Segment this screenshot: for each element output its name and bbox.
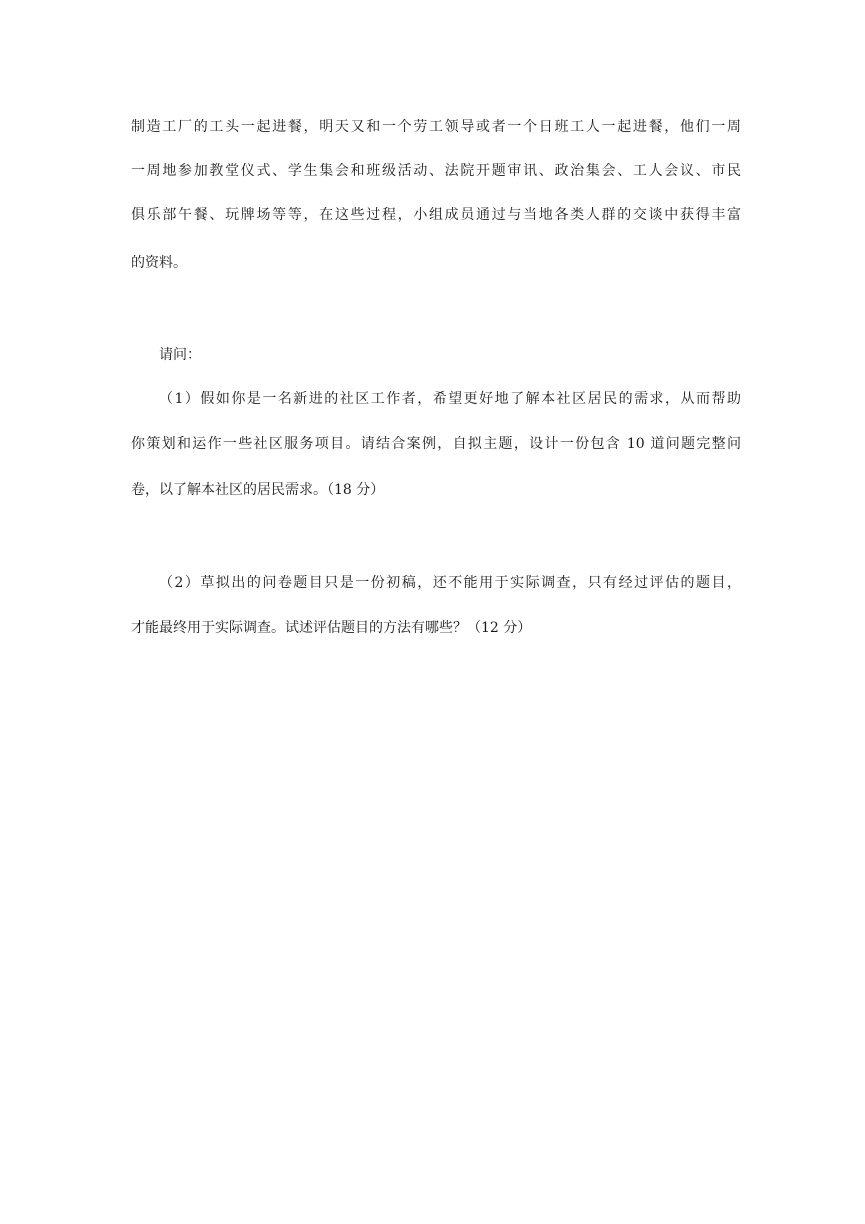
case-paragraph-line: 俱乐部午餐、玩牌场等等，在这些过程，小组成员通过与当地各类人群的交谈中获得丰富 — [131, 207, 741, 223]
questions-heading: 请问： — [159, 347, 201, 363]
case-paragraph-line: 一周地参加教堂仪式、学生集会和班级活动、法院开题审讯、政治集会、工人会议、市民 — [131, 163, 741, 179]
question-1-line: （1）假如你是一名新进的社区工作者，希望更好地了解本社区居民的需求，从而帮助 — [159, 391, 741, 407]
question-2-line: （2）草拟出的问卷题目只是一份初稿，还不能用于实际调查，只有经过评估的题目， — [159, 575, 741, 591]
case-paragraph-line: 的资料。 — [131, 255, 187, 271]
question-2-line: 才能最终用于实际调查。试述评估题目的方法有哪些？（12 分） — [131, 620, 532, 636]
case-paragraph-line: 制造工厂的工头一起进餐，明天又和一个劳工领导或者一个日班工人一起进餐，他们一周 — [131, 119, 741, 135]
question-1-line: 你策划和运作一些社区服务项目。请结合案例，自拟主题，设计一份包含 10 道问题完整问 — [131, 436, 741, 452]
question-1-line: 卷，以了解本社区的居民需求。（18 分） — [131, 482, 385, 498]
